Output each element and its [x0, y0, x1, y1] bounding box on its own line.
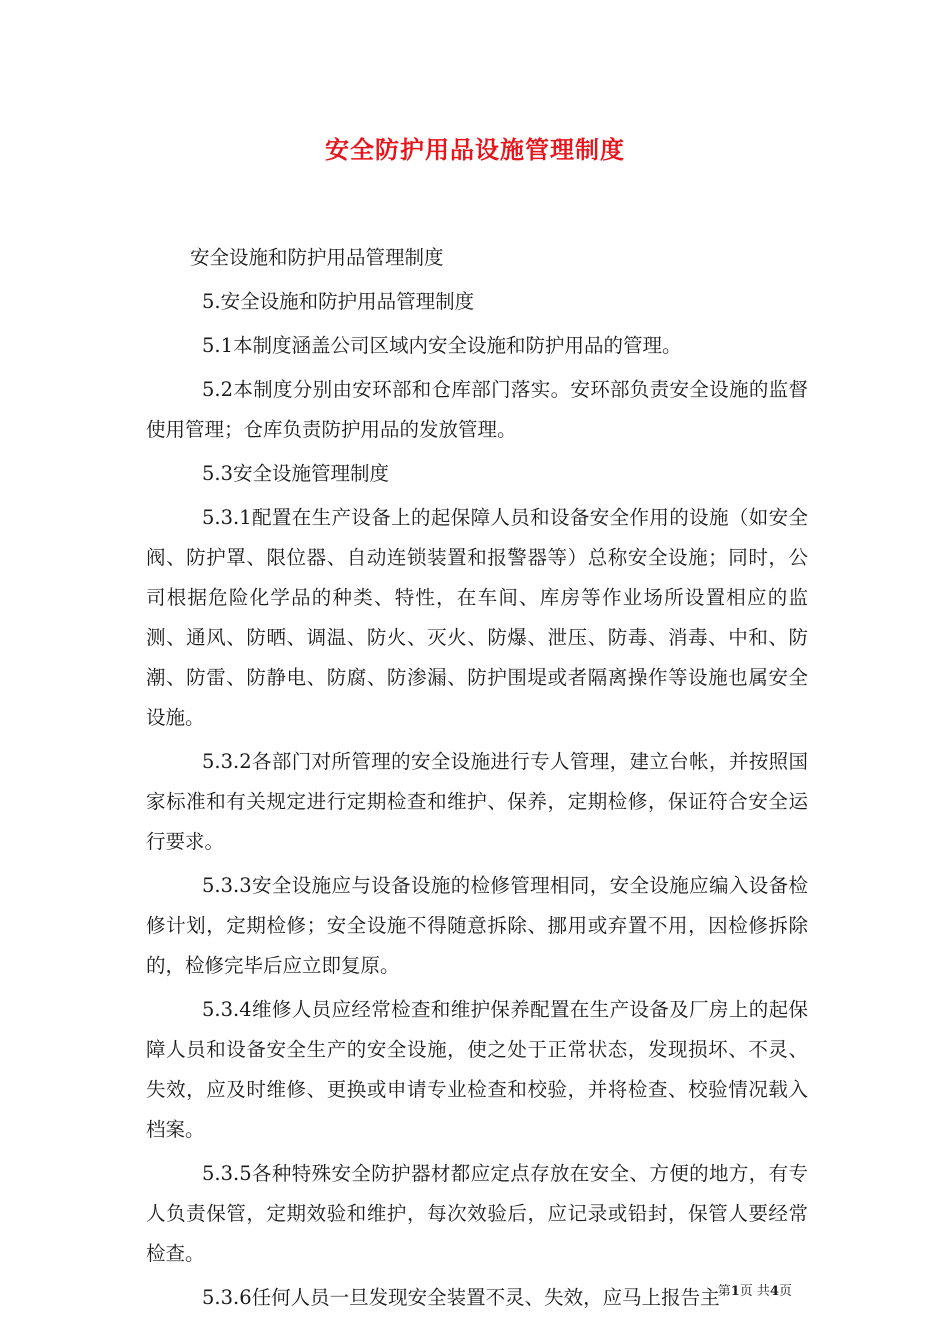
paragraph-5-3-3: 5.3.3安全设施应与设备设施的检修管理相同，安全设施应编入设备检修计划，定期检修；安全设施不得随意拆除、挪用或弃置不用，因检修拆除的，检修完毕后应立即复原。 [146, 874, 808, 977]
footer-middle: 页 共 [739, 1284, 770, 1299]
paragraph-5-3-1: 5.3.1配置在生产设备上的起保障人员和设备安全作用的设施（如安全阀、防护罩、限位器、自动连锁装置和报警器等）总称安全设施；同时，公司根据危险化学品的种类、特性，在车间、库房等作业场所设置相应的监测、通风、防晒、调温、防火、灭火、防爆、泄压、防毒、消毒、中和、防潮、防雷、防静电、防腐、防渗漏、防护围堤或者隔离操作等设施也属安全设施。 [146, 506, 808, 729]
paragraph-section-5: 5.安全设施和防护用品管理制度 [202, 290, 475, 313]
footer-prefix: 第 [717, 1284, 731, 1299]
paragraph-5-3-5: 5.3.5各种特殊安全防护器材都应定点存放在安全、方便的地方，有专人负责保管，定期效验和维护，每次效验后，应记录或铅封，保管人要经常检查。 [146, 1162, 808, 1265]
paragraph-5-3-4: 5.3.4维修人员应经常检查和维护保养配置在生产设备及厂房上的起保障人员和设备安全生产的安全设施，使之处于正常状态，发现损坏、不灵、失效，应及时维修、更换或申请专业检查和校验，并将检查、校验情况载入档案。 [146, 998, 808, 1141]
paragraph-5-3-2: 5.3.2各部门对所管理的安全设施进行专人管理，建立台帐，并按照国家标准和有关规定进行定期检查和维护、保养，定期检修，保证符合安全运行要求。 [146, 750, 808, 853]
paragraph-5-3-6: 5.3.6任何人员一旦发现安全装置不灵、失效，应马上报告主 [202, 1286, 720, 1309]
document-title: 安全防护用品设施管理制度 [325, 135, 625, 164]
paragraph-heading: 安全设施和防护用品管理制度 [190, 246, 444, 269]
page-number-footer [718, 1280, 792, 1299]
footer-total-pages: 4 [769, 1284, 779, 1299]
paragraph-5-3: 5.3安全设施管理制度 [202, 462, 390, 485]
paragraph-5-1: 5.1本制度涵盖公司区域内安全设施和防护用品的管理。 [202, 334, 682, 357]
paragraph-5-2: 5.2本制度分别由安环部和仓库部门落实。安环部负责安全设施的监督使用管理；仓库负责防护用品的发放管理。 [146, 378, 808, 441]
document-body [146, 238, 808, 1322]
footer-current-page: 1 [730, 1284, 740, 1299]
footer-suffix: 页 [778, 1284, 792, 1299]
